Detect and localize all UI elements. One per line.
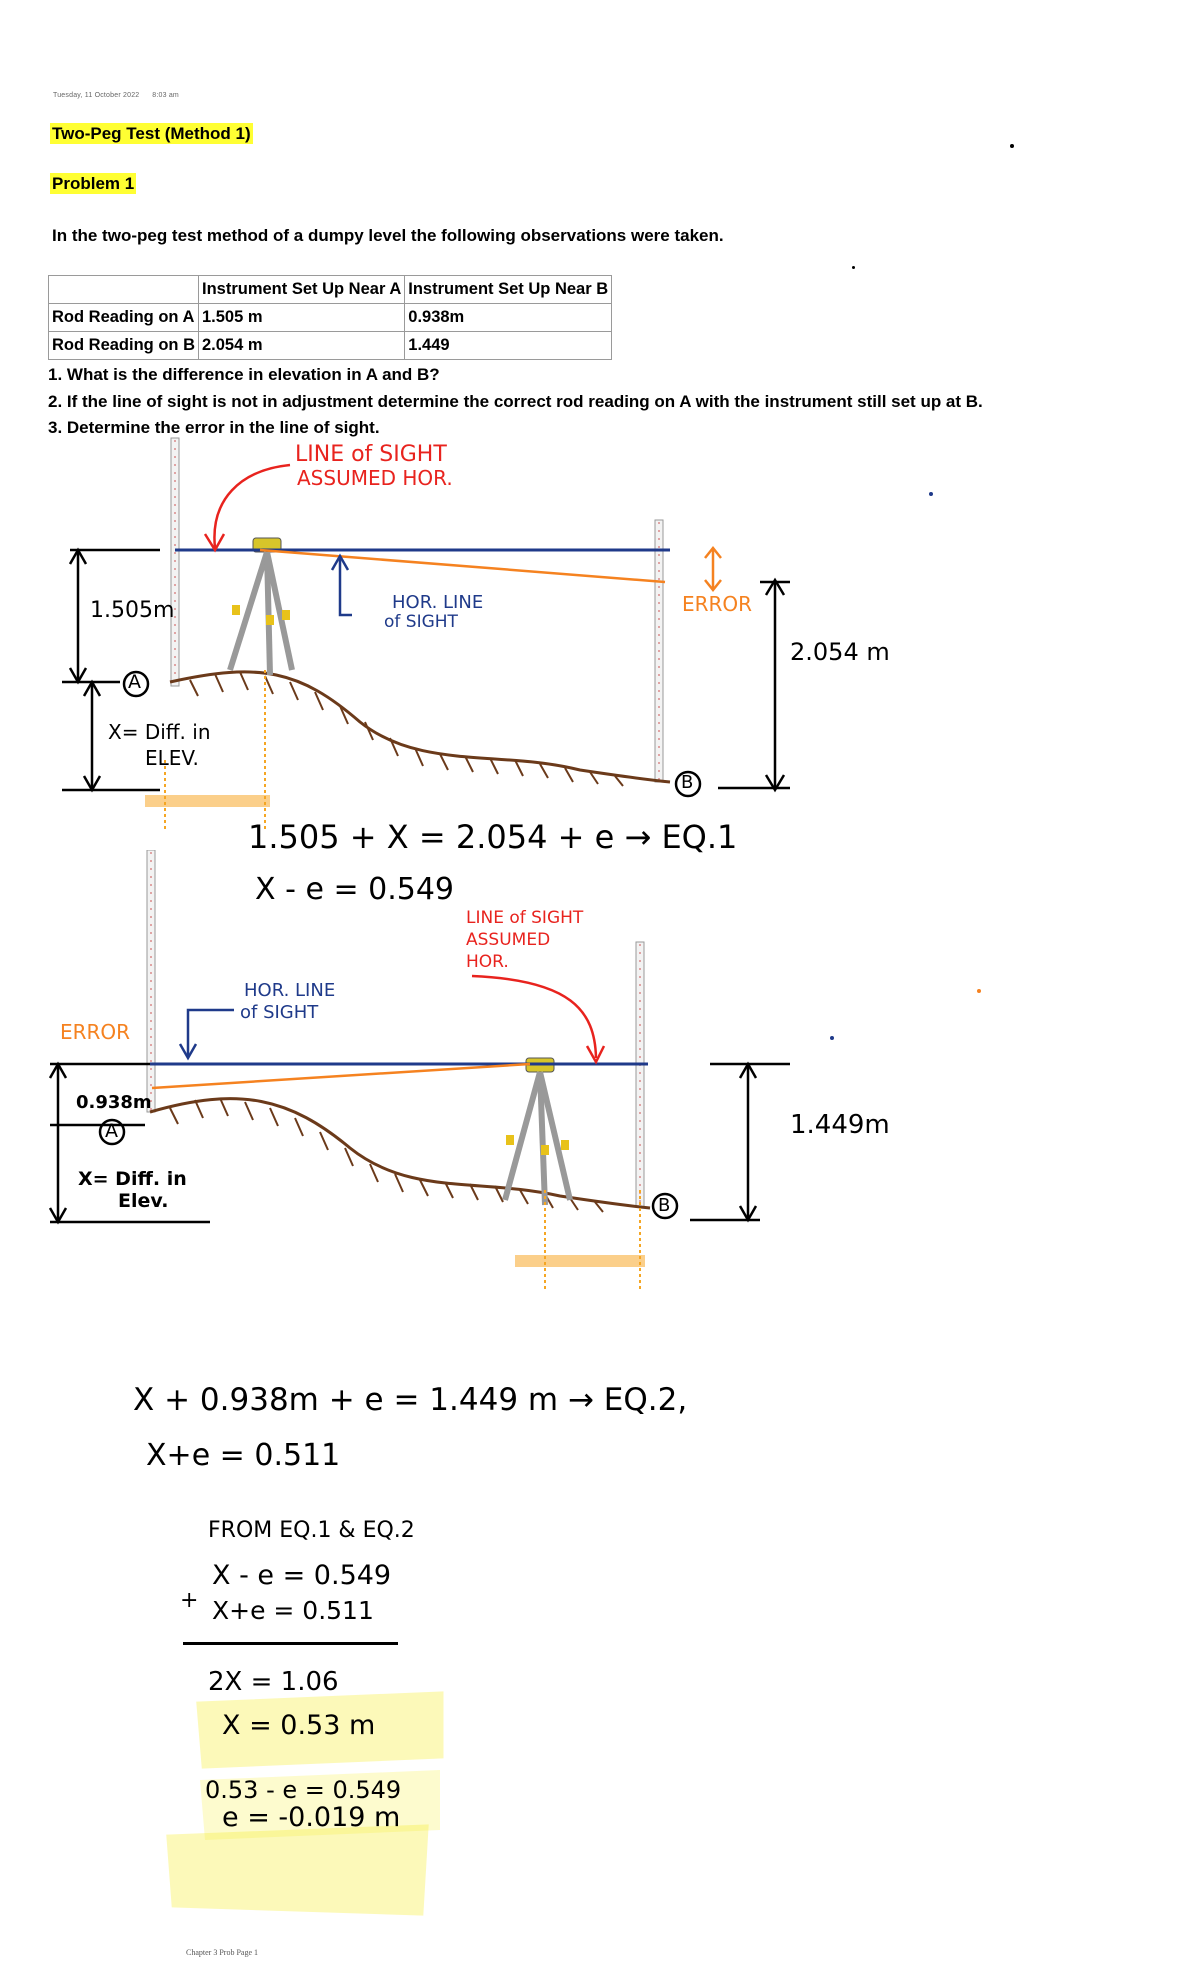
d1-x-label-2: ELEV. — [145, 746, 199, 770]
solution-e-substitution: 0.53 - e = 0.549 — [205, 1776, 402, 1804]
question-2: 2. If the line of sight is not in adjustment determine the correct rod reading on A with the instrument still set up at B. — [48, 392, 983, 411]
equation-1-simplified: X - e = 0.549 — [255, 872, 454, 907]
d2-los-label-3: HOR. — [466, 952, 509, 972]
d2-height-b: 1.449m — [790, 1110, 890, 1140]
actual-line-of-sight — [260, 550, 665, 582]
observation-table — [48, 275, 612, 360]
d1-hor-label-2: of SIGHT — [384, 612, 458, 632]
table-row — [49, 332, 612, 360]
equation-2-simplified: X+e = 0.511 — [146, 1438, 341, 1473]
diagram-instrument-near-a — [0, 430, 1200, 830]
header-timestamp — [53, 92, 179, 99]
table-header-row — [49, 276, 612, 304]
solution-line-1: X - e = 0.549 — [212, 1560, 392, 1591]
d1-point-a: A — [128, 671, 141, 693]
leveling-rod-b — [636, 942, 644, 1207]
table-row — [49, 304, 612, 332]
d2-x-label-2: Elev. — [118, 1190, 169, 1212]
d1-los-label-2: ASSUMED HOR. — [297, 466, 453, 490]
solution-line-2: X+e = 0.511 — [212, 1596, 374, 1625]
page-title: Two-Peg Test (Method 1) — [52, 124, 251, 143]
table-header-cell: Instrument Set Up Near B — [405, 276, 612, 304]
sum-rule-line — [183, 1642, 398, 1645]
d1-point-b: B — [681, 772, 694, 793]
solution-plus-sign: + — [180, 1588, 199, 1613]
equation-1: 1.505 + X = 2.054 + e → EQ.1 — [248, 818, 738, 856]
header-time: 8:03 am — [152, 92, 179, 99]
d2-reading-a: 0.938m — [76, 1092, 152, 1113]
dumpy-level-tripod — [505, 1058, 570, 1205]
d1-error-label: ERROR — [682, 592, 753, 616]
leveling-rod-b — [655, 520, 663, 782]
red-pointer-arrow — [214, 465, 290, 548]
solution-e-result: e = -0.019 m — [222, 1802, 401, 1833]
intro-text: In the two-peg test method of a dumpy level the following observations were taken. — [52, 226, 724, 245]
d2-error-label: ERROR — [60, 1020, 131, 1044]
header-date: Tuesday, 11 October 2022 — [53, 92, 140, 99]
d2-los-label-1: LINE of SIGHT — [466, 908, 584, 928]
table-cell: Rod Reading on B — [49, 332, 199, 360]
dimension-1449 — [690, 1064, 790, 1220]
table-header-cell — [49, 276, 199, 304]
d1-los-label-1: LINE of SIGHT — [295, 442, 447, 467]
ground-profile — [170, 672, 670, 782]
d2-hor-label-1: HOR. LINE — [244, 980, 336, 1001]
table-cell: Rod Reading on A — [49, 304, 199, 332]
stray-dot — [1010, 144, 1014, 148]
d2-los-label-2: ASSUMED — [466, 930, 551, 950]
ground-hatching — [190, 672, 623, 786]
d1-hor-label-1: HOR. LINE — [392, 592, 484, 613]
d2-hor-label-2: of SIGHT — [240, 1002, 319, 1023]
leveling-rod-a — [147, 850, 155, 1112]
stray-dot — [852, 266, 855, 269]
table-cell: 0.938m — [405, 304, 612, 332]
table-cell: 1.505 m — [199, 304, 405, 332]
dumpy-level-tripod — [230, 538, 292, 675]
error-arrow — [705, 548, 721, 590]
red-pointer-arrow — [472, 976, 596, 1058]
ground-profile — [150, 1099, 650, 1208]
equation-2: X + 0.938m + e = 1.449 m → EQ.2, — [133, 1382, 688, 1418]
solution-x-result: X = 0.53 m — [222, 1710, 376, 1741]
d1-x-label-1: X= Diff. in — [108, 720, 211, 744]
d2-x-label-1: X= Diff. in — [78, 1168, 187, 1190]
question-3: 3. Determine the error in the line of sight. — [48, 418, 380, 437]
blue-pointer-arrow — [188, 1010, 234, 1056]
actual-line-of-sight — [152, 1064, 530, 1088]
d1-height-b: 2.054 m — [790, 638, 890, 666]
diagram-instrument-near-b — [0, 850, 1200, 1320]
solution-sum: 2X = 1.06 — [208, 1667, 339, 1697]
d2-point-a: A — [105, 1120, 118, 1142]
d1-reading-a: 1.505m — [90, 598, 175, 623]
d2-point-b: B — [658, 1195, 671, 1216]
solution-heading: FROM EQ.1 & EQ.2 — [208, 1518, 415, 1543]
ground-hatching — [170, 1098, 603, 1212]
page-footer: Chapter 3 Prob Page 1 — [186, 1948, 258, 1957]
table-cell: 1.449 — [405, 332, 612, 360]
table-header-cell: Instrument Set Up Near A — [199, 276, 405, 304]
problem-label: Problem 1 — [52, 174, 135, 193]
question-1: 1. What is the difference in elevation in A and B? — [48, 365, 440, 384]
leveling-rod-a — [171, 438, 179, 686]
table-cell: 2.054 m — [199, 332, 405, 360]
